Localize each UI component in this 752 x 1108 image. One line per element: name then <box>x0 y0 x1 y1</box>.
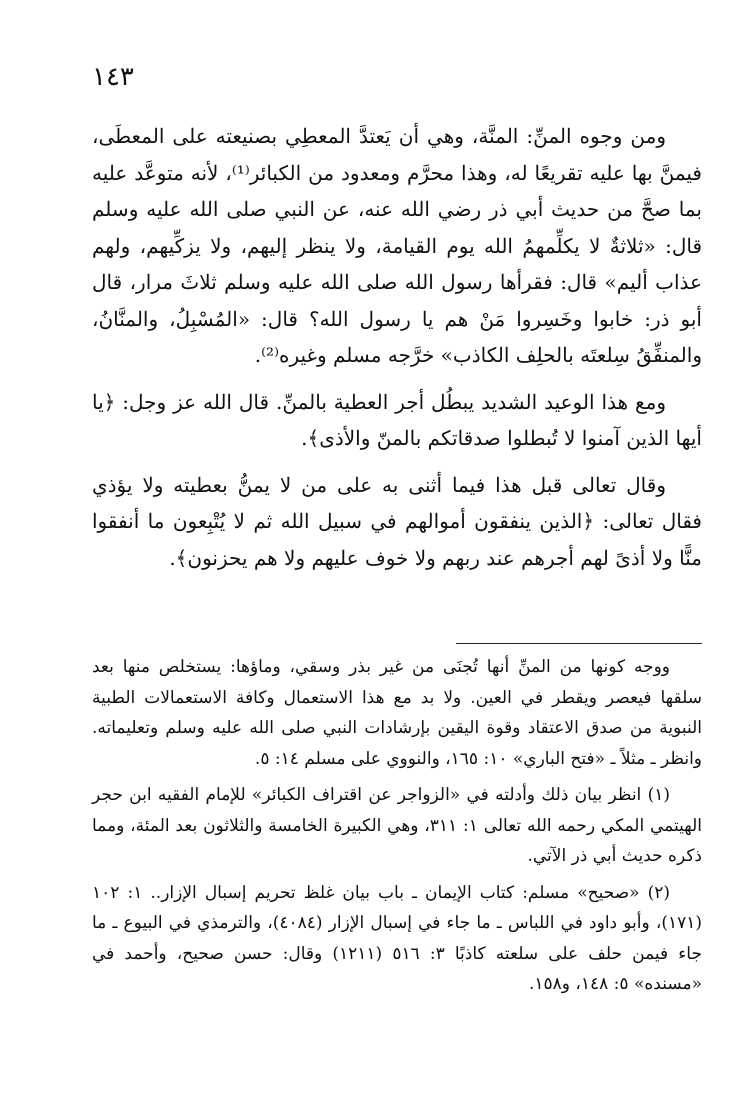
footnotes <box>92 652 702 1006</box>
footnote-divider <box>456 643 702 644</box>
page-number: ١٤٣ <box>92 62 134 92</box>
footnote: (٢) «صحيح» مسلم: كتاب الإيمان ـ باب بيان غلظ تحريم إسبال الإزار.. ١: ١٠٢ (١٧١)، وأبو داود في اللباس ـ ما جاء في إسبال الإزار (٤٠٨٤)، والترمذي في البيوع ـ ما جاء فيمن حلف على سلعته كاذبًا ٣: ٥١٦ (١٢١١) وقال: حسن صحيح، وأحمد في «مسنده» ٥: ١٤٨، و١٥٨. <box>92 882 702 994</box>
main-paragraph: وقال تعالى قبل هذا فيما أثنى به على من لا يمنُّ بعطيته ولا يؤذي فقال تعالى: ﴿الذين ينفقون أموالهم في سبيل الله ثم لا يُتْبِعون ما أنفقوا منًّا ولا أذىً لهم أجرهم عند ربهم ولا خوف عليهم ولا هم يحزنون﴾. <box>92 472 702 570</box>
main-paragraph: ومن وجوه المنِّ: المنَّة، وهي أن يَعتدَّ المعطِي بصنيعته على المعطَى، فيمنَّ بها عليه تقريعًا له، وهذا محرَّم ومعدود من الكبائر⁽¹⁾، لأنه متوعَّد عليه بما صحَّ من حديث أبي ذر رضي الله عنه، عن النبي صلى الله عليه وسلم قال: «ثلاثةٌ لا يكلِّمهمُ الله يوم القيامة، ولا ينظر إليهم، ولا يزكِّيهم، ولهم عذاب أليم» قال: فقرأها رسول الله صلى الله عليه وسلم ثلاثَ مرار، قال أبو ذر: خابوا وخَسِروا مَنْ هم يا رسول الله؟ قال: «المُسْبِلُ، والمنَّانُ، والمنفِّقُ سِلعتَه بالحلِف الكاذب» خرَّجه مسلم وغيره⁽²⁾. <box>92 124 702 367</box>
footnote: (١) انظر بيان ذلك وأدلته في «الزواجر عن اقتراف الكبائر» للإمام الفقيه ابن حجر الهيتمي المكي رحمه الله تعالى ١: ٣١١، وهي الكبيرة الخامسة والثلاثون بعد المئة، ومما ذكره حديث أبي ذر الآتي. <box>92 785 702 866</box>
main-text <box>92 118 702 586</box>
footnote-continuation: ووجه كونها من المنِّ أنها تُجنَى من غير بذر وسقي، وماؤها: يستخلص منها بعد سلقها فيعصر ويقطر في العين. ولا بد مع هذا الاستعمال وكافة الاستعمالات الطبية النبوية من صدق الاعتقاد وقوة اليقين بإرشادات النبي صلى الله عليه وسلم وتعليماته. وانظر ـ مثلاً ـ «فتح الباري» ١٠: ١٦٥، والنووي على مسلم ١٤: ٥. <box>92 657 702 769</box>
main-paragraph: ومع هذا الوعيد الشديد يبطُل أجر العطية بالمنِّ. قال الله عز وجل: ﴿يا أيها الذين آمنوا لا تُبطلوا صدقاتكم بالمنّ والأذى﴾. <box>92 389 702 450</box>
